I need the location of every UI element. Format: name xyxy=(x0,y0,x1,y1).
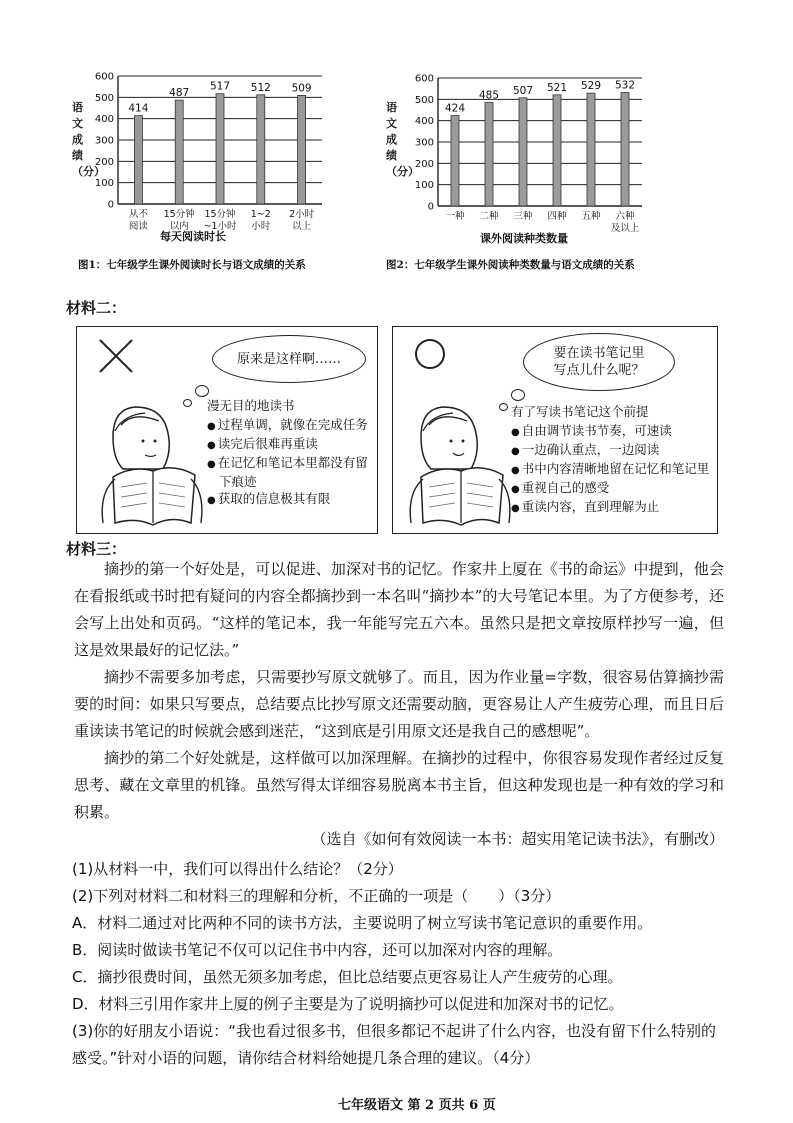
chart-2-data-label: 485 xyxy=(478,89,500,102)
list-item: ● 获取的信息极其有限 xyxy=(207,490,372,509)
chart-1-ytick-label: 200 xyxy=(94,156,114,168)
chart-1-category-label: 15分钟 xyxy=(163,209,195,220)
thought-bubble-text: 原来是这样啊…… xyxy=(236,351,341,367)
chart-1-bar xyxy=(175,100,183,204)
list-item: ● 自由调节读书节奏，可速读 xyxy=(511,422,711,441)
chart-1-data-label: 512 xyxy=(250,81,271,94)
questions xyxy=(72,856,724,1072)
chart-1-ylabel: 语文成绩（分） xyxy=(72,101,105,178)
option-a: A．材料二通过对比两种不同的读书方法，主要说明了树立写读书笔记意识的重要作用。 xyxy=(72,914,653,932)
chart-1-data-label: 517 xyxy=(209,80,231,93)
source-citation: （选自《如何有效阅读一本书：超实用笔记读书法》，有删改） xyxy=(311,830,724,848)
comic-panel-right xyxy=(392,326,718,534)
chart-1-bar xyxy=(216,94,224,204)
chart-1-ytick-label: 400 xyxy=(94,114,114,126)
list-item: ● 书中内容清晰地留在记忆和笔记里 xyxy=(511,460,711,479)
list-item: ● 读完后很难再重读 xyxy=(207,435,372,454)
chart-2-bar xyxy=(519,98,527,206)
option-c: C．摘抄很费时间，虽然无须多加考虑，但比总结要点更容易让人产生疲劳的心理。 xyxy=(72,968,623,986)
chart-1-category-label: 阅读 xyxy=(128,221,148,232)
list-item: ● 重视自己的感受 xyxy=(511,479,711,498)
right-panel-heading: 有了写读书笔记这个前提 xyxy=(511,404,649,419)
chart-2-category-label: 二种 xyxy=(479,211,499,222)
list-item: ● 过程单调，就像在完成任务 xyxy=(207,416,372,435)
chart-2-category-label: 五种 xyxy=(581,211,601,222)
chart-1-category-label: 从不 xyxy=(128,209,148,220)
thought-bubble-text: 要在读书笔记里 xyxy=(553,346,645,361)
list-item: ● 重读内容，直到理解为止 xyxy=(511,498,711,517)
chart-2-bar xyxy=(553,95,561,206)
thought-bubble xyxy=(523,333,675,391)
chart-1-ytick-label: 300 xyxy=(94,135,114,147)
chart-2-bar xyxy=(621,93,629,206)
chart-2-data-label: 424 xyxy=(444,102,466,115)
chart-1-bar xyxy=(134,116,142,204)
cross-mark-icon xyxy=(97,337,135,375)
option-b: B．阅读时做读书笔记不仅可以记住书中内容，还可以加深对内容的理解。 xyxy=(72,941,563,959)
page-footer: 七年级语文 第 2 页共 6 页 xyxy=(338,1098,496,1113)
thought-bubble xyxy=(212,335,366,383)
chart-2-bar xyxy=(451,116,459,206)
chart-2-data-label: 507 xyxy=(512,84,534,97)
question-1: (1)从材料一中，我们可以得出什么结论？（2分） xyxy=(72,860,403,878)
chart-1-ytick-label: 600 xyxy=(94,71,114,83)
chart-2-data-label: 532 xyxy=(614,79,636,92)
reader-illustration-icon xyxy=(403,397,515,532)
chart-2-data-label: 529 xyxy=(580,80,602,93)
chart-1-data-label: 509 xyxy=(291,82,312,95)
right-panel-list xyxy=(511,403,711,517)
chart-2-xlabel: 课外阅读种类数量 xyxy=(480,232,568,245)
chart-2-ytick-label: 0 xyxy=(427,201,434,213)
chart-1-bar xyxy=(257,95,265,204)
reader-illustration-icon xyxy=(95,397,207,532)
left-panel-heading: 漫无目的地读书 xyxy=(207,398,295,413)
thought-bubble-text: 写点儿什么呢？ xyxy=(553,363,645,378)
chart-2-category-label: 一种 xyxy=(445,211,465,222)
chart-1-ytick-label: 500 xyxy=(94,92,114,104)
comic-panel-left xyxy=(76,326,378,534)
chart-1-data-label: 414 xyxy=(128,102,149,115)
chart-2-ytick-label: 200 xyxy=(414,158,434,170)
chart-2 xyxy=(380,62,680,247)
chart-1-xlabel: 每天阅读时长 xyxy=(160,230,226,243)
chart-2-category-label: 六种 xyxy=(615,211,635,222)
paragraph: 摘抄的第二个好处就是，这样做可以加深理解。在摘抄的过程中，你很容易发现作者经过反复思考、藏在文章里的机锋。虽然写得太详细容易脱离本书主旨，但这种发现也是一种有效的学习和积累。 xyxy=(74,749,724,821)
chart-1-caption: 图1：七年级学生课外阅读时长与语文成绩的关系 xyxy=(78,259,306,271)
material2-title: 材料二： xyxy=(66,299,127,317)
chart-2-ytick-label: 500 xyxy=(414,94,434,106)
chart-1-category-label: 15分钟 xyxy=(204,209,236,220)
material3-title: 材料三： xyxy=(66,540,127,558)
chart-1-category-label: 以上 xyxy=(292,221,312,232)
chart-2-ylabel: 语文成绩（分） xyxy=(386,101,419,178)
chart-1-category-label: 以内 xyxy=(169,221,189,232)
chart-1 xyxy=(60,60,360,245)
chart-2-ytick-label: 400 xyxy=(414,116,434,128)
chart-1-category-label: ~1小时 xyxy=(203,221,237,232)
chart-2-ytick-label: 300 xyxy=(414,137,434,149)
paragraph: 摘抄不需要多加考虑，只需要抄写原文就够了。而且，因为作业量=字数，很容易估算摘抄需要的时间：如果只写要点，总结要点比抄写原文还需要动脑，更容易让人产生疲劳心理，而且日后重读读书笔记的时候就会感到迷茫，“这到底是引用原文还是我自己的感想呢”。 xyxy=(74,668,724,740)
chart-2-category-label: 四种 xyxy=(547,211,567,222)
chart-1-ytick-label: 100 xyxy=(94,178,114,190)
chart-2-data-label: 521 xyxy=(546,81,568,94)
chart-2-ytick-label: 100 xyxy=(414,180,434,192)
material3-body xyxy=(74,556,724,853)
chart-2-ytick-label: 600 xyxy=(414,73,434,85)
bubble-dot xyxy=(195,385,209,397)
circle-mark-icon xyxy=(413,337,447,371)
list-item: ● 在记忆和笔记本里都没有留下痕迹 xyxy=(207,454,372,490)
paragraph: 摘抄的第一个好处是，可以促进、加深对书的记忆。作家井上厦在《书的命运》中提到，他会在看报纸或书时把有疑问的内容全都摘抄到一本名叫“摘抄本”的大号笔记本里。为了方便参考，还会写上出处和页码。“这样的笔记本，我一年能写完五六本。虽然只是把文章按原样抄写一遍，但这是效果最好的记忆法。” xyxy=(74,560,724,659)
chart-1-data-label: 487 xyxy=(169,87,190,100)
question-3: (3)你的好朋友小语说：“我也看过很多书，但很多都记不起讲了什么内容，也没有留下什么特别的感受。”针对小语的问题，请你结合材料给她提几条合理的建议。（4分） xyxy=(72,1022,717,1067)
chart-1-ytick-label: 0 xyxy=(107,199,114,211)
chart-2-category-label: 三种 xyxy=(513,211,533,222)
chart-1-category-label: 2小时 xyxy=(289,209,315,220)
chart-1-category-label: 1~2 xyxy=(250,209,271,220)
chart-2-caption: 图2：七年级学生课外阅读种类数量与语文成绩的关系 xyxy=(386,259,635,271)
left-panel-list xyxy=(207,397,372,509)
chart-2-bar xyxy=(587,93,595,206)
chart-1-bar xyxy=(298,95,306,204)
option-d: D．材料三引用作家井上厦的例子主要是为了说明摘抄可以促进和加深对书的记忆。 xyxy=(72,995,624,1013)
question-2: (2)下列对材料二和材料三的理解和分析，不正确的一项是（ ）（3分） xyxy=(72,887,561,905)
chart-1-category-label: 小时 xyxy=(251,221,271,232)
chart-2-bar xyxy=(485,103,493,206)
list-item: ● 一边确认重点，一边阅读 xyxy=(511,441,711,460)
chart-2-category-label: 及以上 xyxy=(610,223,640,234)
